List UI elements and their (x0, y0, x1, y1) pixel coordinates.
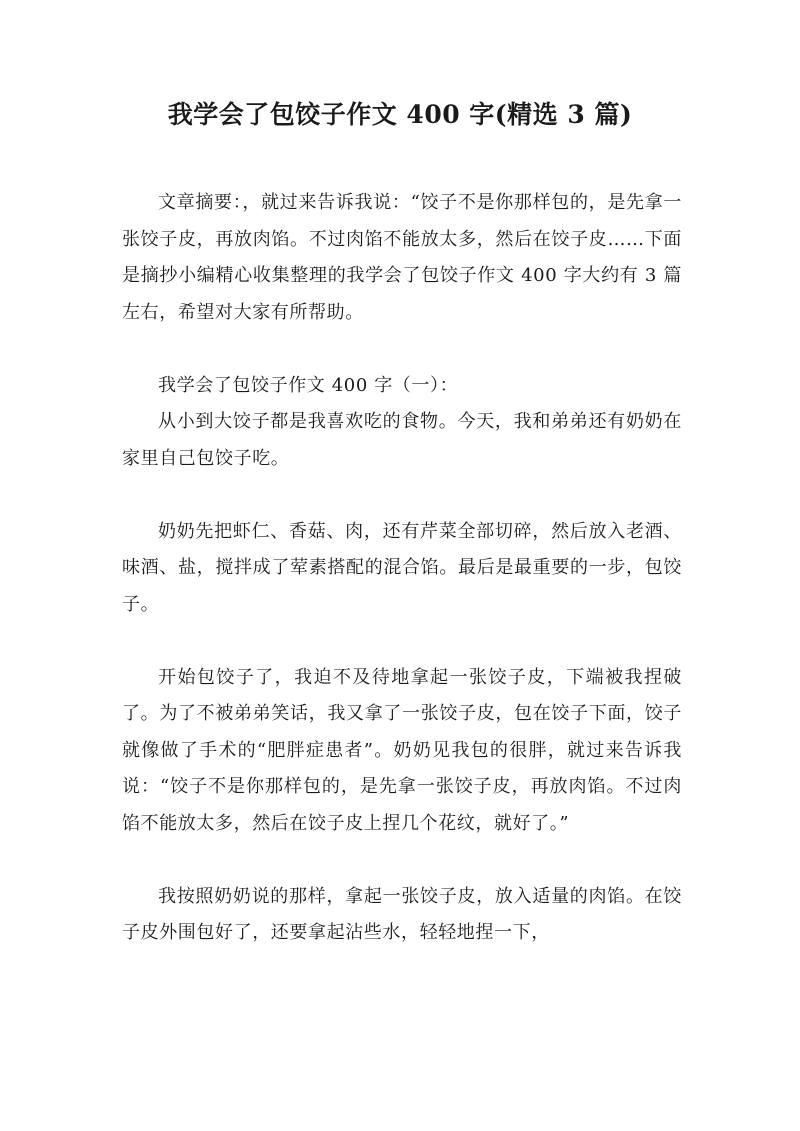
document-title: 我学会了包饺子作文 400 字(精选 3 篇) (167, 100, 633, 129)
body-paragraph: 开始包饺子了，我迫不及待地拿起一张饺子皮，下端被我捏破了。为了不被弟弟笑话，我又拿了一张饺子皮，包在饺子下面，饺子就像做了手术的“肥胖症患者”。奶奶见我包的很胖，就过来告诉我说：“饺子不是你那样包的，是先拿一张饺子皮，再放肉馅。不过肉馅不能放太多，然后在饺子皮上捏几个花纹，就好了。” (122, 666, 682, 834)
summary-paragraph: 文章摘要：，就过来告诉我说：“饺子不是你那样包的，是先拿一张饺子皮，再放肉馅。不过肉馅不能放太多，然后在饺子皮……下面是摘抄小编精心收集整理的我学会了包饺子作文 400 字大约有 3 篇左右，希望对大家有所帮助。 (122, 192, 682, 323)
paragraph-spacer (122, 477, 682, 514)
paragraph-spacer (122, 623, 682, 660)
body-paragraph: 我按照奶奶说的那样，拿起一张饺子皮，放入适量的肉馅。在饺子皮外围包好了，还要拿起沾些水，轻轻地捏一下， (122, 885, 682, 943)
paragraph-spacer (122, 842, 682, 879)
body-paragraph: 奶奶先把虾仁、香菇、肉，还有芹菜全部切碎，然后放入老酒、味酒、盐，搅拌成了荤素搭配的混合馅。最后是最重要的一步，包饺子。 (122, 520, 682, 615)
section-heading: 我学会了包饺子作文 400 字（一）： (158, 374, 459, 396)
paragraph-spacer (122, 331, 682, 368)
body-paragraph: 从小到大饺子都是我喜欢吃的食物。今天，我和弟弟还有奶奶在家里自己包饺子吃。 (122, 411, 682, 469)
document-body (122, 185, 682, 952)
